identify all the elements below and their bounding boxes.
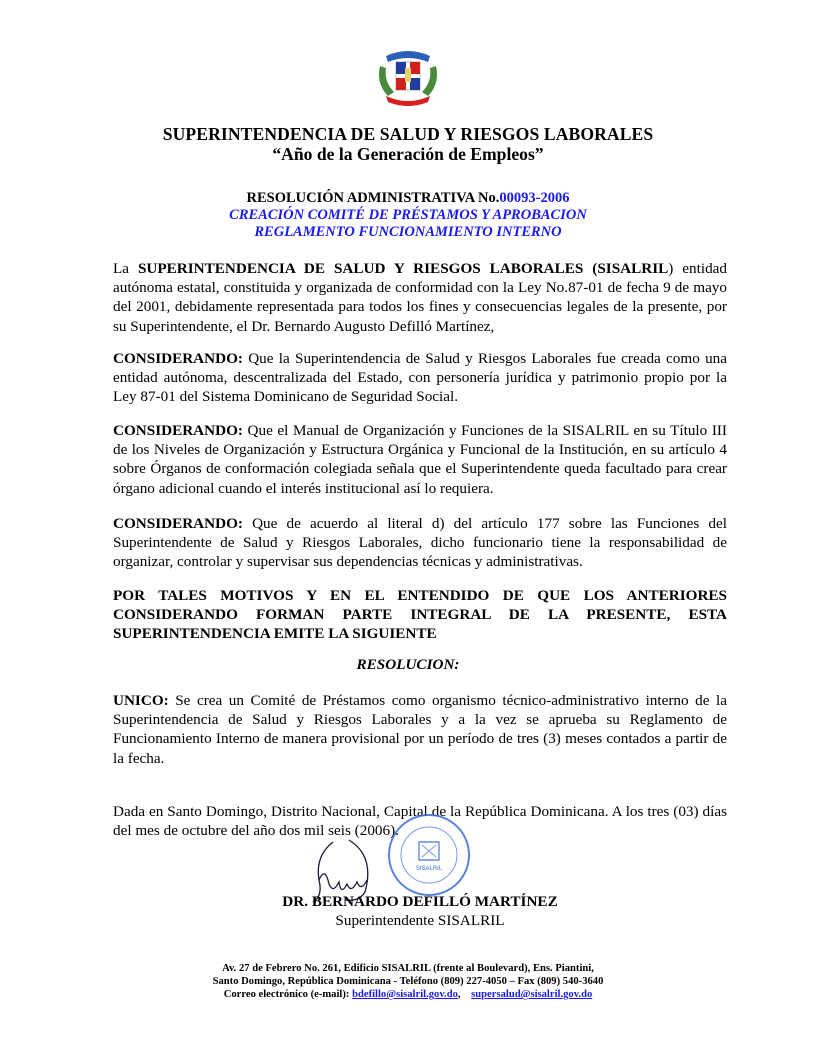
footer-email-label: Correo electrónico (e-mail): bbox=[223, 989, 353, 1000]
intro-lead: La bbox=[113, 260, 138, 277]
considerando-label: CONSIDERANDO: bbox=[113, 515, 243, 532]
considerando-text: Que el Manual de Organización y Funciones de la SISALRIL en su Título III de los Niveles de Organización y Estructura Orgánica y Funcional de la Institución, en su artículo 4 sobre Órganos de conformación colegiada señala que el Superintendente queda facultado para crear órgano adicional cuando el interés institucional así lo requiera. bbox=[113, 422, 727, 497]
considerando-text: Que la Superintendencia de Salud y Riesgos Laborales fue creada como una entidad autónoma, descentralizada del Estado, con personería jurídica y patrimonio propio por la Ley 87-01 del Sistema Dominicano de Seguridad Social. bbox=[113, 350, 727, 406]
motto: “Año de la Generación de Empleos” bbox=[272, 144, 544, 164]
intro-paragraph bbox=[113, 259, 727, 336]
signer-name: DR. BERNARDO DEFILLÓ MARTÍNEZ bbox=[282, 893, 558, 910]
official-seal-icon bbox=[386, 812, 472, 898]
unico-paragraph bbox=[113, 691, 727, 768]
intro-rest: ) entidad autónoma estatal, constituida y organizada de conformidad con la Ley No.87-01 de fecha 9 de mayo del 2001, debidamente representada para todos los fines y consecuencias legales de la presente, por su Superintendente, el Dr. Bernardo Augusto Defilló Martínez, bbox=[113, 260, 727, 335]
considerando-paragraph-3 bbox=[113, 514, 727, 572]
por-tales-motivos-paragraph: POR TALES MOTIVOS Y EN EL ENTENDIDO DE QUE LOS ANTERIORES CONSIDERANDO FORMAN PARTE INTEGRAL DE LA PRESENTE, ESTA SUPERINTENDENCIA EMITE LA SIGUIENTE bbox=[113, 587, 727, 643]
considerando-paragraph-1 bbox=[113, 349, 727, 407]
email-link-supersalud[interactable]: supersalud@sisalril.gov.do bbox=[471, 989, 593, 1000]
considerando-paragraph-2 bbox=[113, 421, 727, 498]
footer-email-line bbox=[0, 989, 816, 1001]
coat-of-arms-icon bbox=[372, 46, 444, 108]
resolution-label: RESOLUCIÓN ADMINISTRATIVA No. bbox=[246, 190, 500, 206]
dada-paragraph: Dada en Santo Domingo, Distrito Nacional, Capital de la República Dominicana. A los tres (03) días del mes de octubre del año dos mil seis (2006). bbox=[113, 803, 727, 840]
signer-role: Superintendente SISALRIL bbox=[335, 912, 505, 929]
considerando-label: CONSIDERANDO: bbox=[113, 422, 243, 439]
footer-contact: Santo Domingo, República Dominicana - Teléfono (809) 227-4050 – Fax (809) 540-3640 bbox=[212, 976, 604, 987]
resolution-subtitle-2: REGLAMENTO FUNCIONAMIENTO INTERNO bbox=[254, 224, 562, 240]
considerando-text: Que de acuerdo al literal d) del artículo 177 sobre las Funciones del Superintendente de Salud y Riesgos Laborales, dicho funcionario tiene la responsabilidad de organizar, controlar y supervisar sus dependencias técnicas y administrativas. bbox=[113, 515, 727, 571]
resolution-number: 00093-2006 bbox=[499, 190, 570, 206]
resolution-number-line bbox=[0, 190, 816, 207]
resolucion-heading: RESOLUCION: bbox=[356, 656, 460, 673]
organization-title: SUPERINTENDENCIA DE SALUD Y RIESGOS LABORALES bbox=[162, 124, 654, 144]
unico-text: Se crea un Comité de Préstamos como organismo técnico-administrativo interno de la Superintendencia de Salud y Riesgos Laborales y a la vez se aprueba su Reglamento de Funcionamiento Interno de manera provisional por un período de tres (3) meses contados a partir de la fecha. bbox=[113, 692, 727, 767]
footer-separator: , bbox=[457, 989, 472, 1000]
footer-address: Av. 27 de Febrero No. 261, Edificio SISALRIL (frente al Boulevard), Ens. Piantini, bbox=[222, 963, 594, 974]
resolution-subtitle-1: CREACIÓN COMITÉ DE PRÉSTAMOS Y APROBACION bbox=[229, 207, 587, 223]
seal-center-text: SISALRIL bbox=[415, 866, 443, 872]
unico-label: UNICO: bbox=[113, 692, 169, 709]
email-link-bdefillo[interactable]: bdefillo@sisalril.gov.do bbox=[352, 989, 458, 1000]
considerando-label: CONSIDERANDO: bbox=[113, 350, 243, 367]
intro-org-name: SUPERINTENDENCIA DE SALUD Y RIESGOS LABORALES (SISALRIL bbox=[137, 260, 669, 277]
